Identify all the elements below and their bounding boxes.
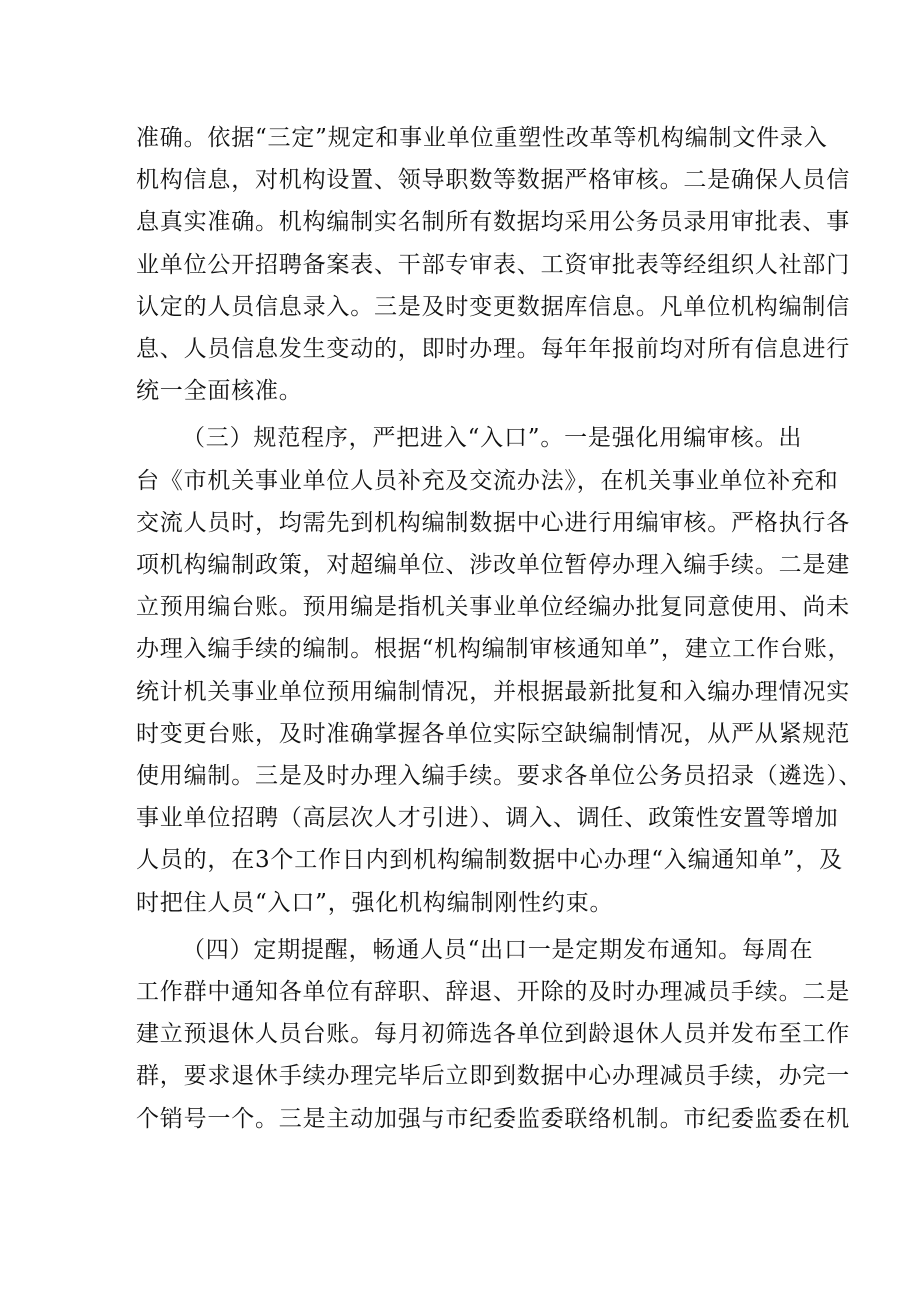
text-line-content: （四）定期提醒，畅通人员“出口一是定期发布通知。每周在	[182, 936, 814, 963]
paragraph-1	[136, 117, 850, 412]
text-line: 交流人员时，均需先到机构编制数据中心进行用编审核。严格执行各	[136, 509, 850, 536]
text-line: 时把住人员“入口”，强化机构编制刚性约束。	[136, 889, 614, 916]
text-line: 群，要求退休手续办理完毕后立即到数据中心办理减员手续，办完一	[136, 1063, 850, 1090]
paragraph-3	[136, 929, 850, 1140]
text-line: 准确。依据“三定”规定和事业单位重塑性改革等机构编制文件录入	[136, 125, 828, 151]
text-line: 办理入编手续的编制。根据“机构编制审核通知单”，建立工作台账，	[136, 636, 852, 663]
text-line: 业单位公开招聘备案表、干部专审表、工资审批表等经组织人社部门	[136, 251, 850, 278]
text-line: 事业单位招聘（高层次人才引进）、调入、调任、政策性安置等增加	[136, 805, 839, 832]
text-line: 个销号一个。三是主动加强与市纪委监委联络机制。市纪委监委在机	[136, 1105, 850, 1132]
text-line: 统一全面核准。	[136, 378, 303, 405]
text-line: 建立预退休人员台账。每月初筛选各单位到龄退休人员并发布至工作	[136, 1021, 850, 1048]
text-line: 台《市机关事业单位人员补充及交流办法》，在机关事业单位补充和	[136, 467, 839, 494]
text-line: 息、人员信息发生变动的，即时办理。每年年报前均对所有信息进行	[136, 336, 850, 363]
text-line: 息真实准确。机构编制实名制所有数据均采用公务员录用审批表、事	[136, 209, 850, 236]
text-line: 人员的，在3个工作日内到机构编制数据中心办理“入编通知单”，及	[136, 847, 843, 874]
text-line: 工作群中通知各单位有辞职、辞退、开除的及时办理减员手续。二是	[136, 979, 850, 1006]
text-line-content: （三）规范程序，严把进入“入口”。一是强化用编审核。出	[182, 425, 803, 452]
document-page	[136, 117, 863, 1140]
text-line	[136, 929, 814, 971]
text-line	[136, 417, 803, 459]
text-line: 统计机关事业单位预用编制情况，并根据最新批复和入编办理情况实	[136, 678, 850, 705]
text-line: 立预用编台账。预用编是指机关事业单位经编办批复同意使用、尚未	[136, 594, 850, 621]
text-line: 时变更台账，及时准确掌握各单位实际空缺编制情况，从严从紧规范	[136, 720, 850, 747]
text-line: 使用编制。三是及时办理入编手续。要求各单位公务员招录（遴选）、	[136, 763, 863, 790]
text-line: 认定的人员信息录入。三是及时变更数据库信息。凡单位机构编制信	[136, 293, 850, 320]
paragraph-2	[136, 417, 863, 923]
text-line: 机构信息，对机构设置、领导职数等数据严格审核。二是确保人员信	[136, 167, 850, 194]
text-line: 项机构编制政策，对超编单位、涉改单位暂停办理入编手续。二是建	[136, 552, 850, 579]
